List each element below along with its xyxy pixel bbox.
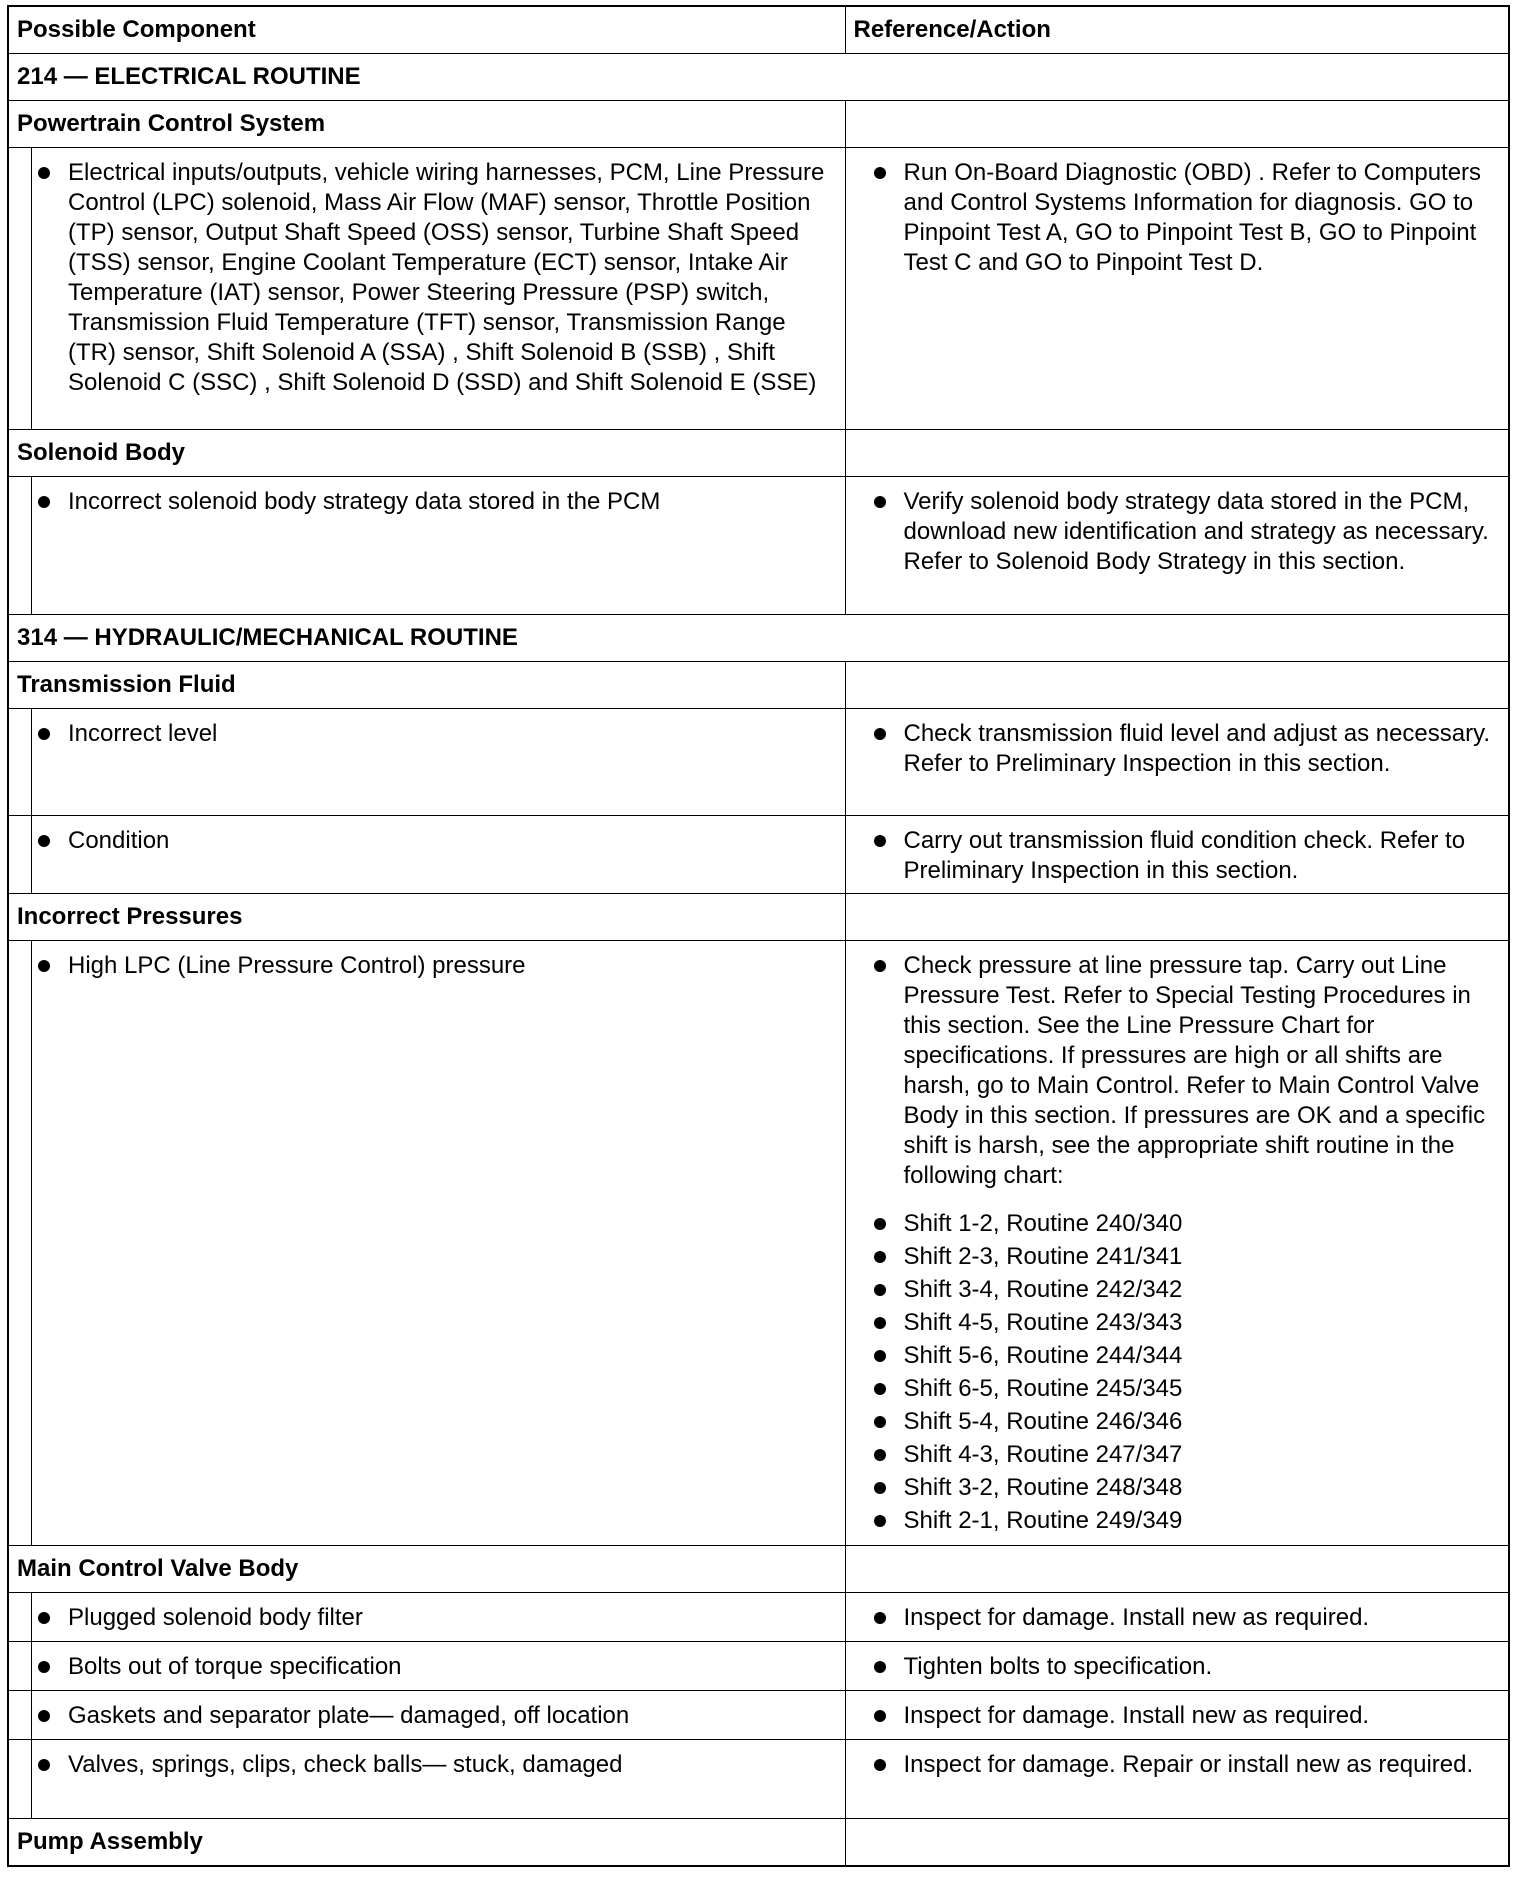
fluid-level-action-cell (845, 709, 1509, 816)
routine-214-row (8, 54, 1509, 101)
solenoid-label-empty (845, 430, 1509, 477)
main-control-row-4 (8, 1740, 1509, 1819)
list-item: Inspect for damage. Install new as required. (846, 1593, 1509, 1633)
pressures-label: Incorrect Pressures (8, 894, 845, 941)
shift-item: Shift 3-2, Routine 248/348 (846, 1471, 1509, 1504)
main-control-row-2 (8, 1642, 1509, 1691)
shift-item: Shift 3-4, Routine 242/342 (846, 1273, 1509, 1306)
routine-314-title: 314 — HYDRAULIC/MECHANICAL ROUTINE (8, 615, 1509, 662)
shift-item: Shift 2-1, Routine 249/349 (846, 1504, 1509, 1537)
fluid-label: Transmission Fluid (8, 662, 845, 709)
header-possible-component: Possible Component (8, 6, 845, 54)
powertrain-label: Powertrain Control System (8, 101, 845, 148)
solenoid-label: Solenoid Body (8, 430, 845, 477)
shift-item: Shift 5-4, Routine 246/346 (846, 1405, 1509, 1438)
list-item: Check pressure at line pressure tap. Carry out Line Pressure Test. Refer to Special Testing Procedures in this section. See the Line Pressure Chart for specifications. If pressures are high or all shifts are harsh, go to Main Control. Refer to Main Control Valve Body in this section. If pressures are OK and a specific shift is harsh, see the appropriate shift routine in the following chart: (846, 941, 1509, 1191)
fluid-condition-component-cell (8, 816, 845, 894)
main-control-row-1 (8, 1593, 1509, 1642)
main-control-action-cell (845, 1691, 1509, 1740)
fluid-label-row (8, 662, 1509, 709)
main-control-label-empty (845, 1546, 1509, 1593)
solenoid-action-cell (845, 477, 1509, 615)
shift-item: Shift 1-2, Routine 240/340 (846, 1207, 1509, 1240)
main-control-label-row (8, 1546, 1509, 1593)
main-control-action-cell (845, 1740, 1509, 1819)
powertrain-component-cell (8, 148, 845, 430)
main-control-action-cell (845, 1593, 1509, 1642)
powertrain-detail-row (8, 148, 1509, 430)
pressures-detail-row (8, 941, 1509, 1546)
shift-item: Shift 5-6, Routine 244/344 (846, 1339, 1509, 1372)
shift-routine-list (846, 1207, 1509, 1537)
main-control-row-3 (8, 1691, 1509, 1740)
fluid-condition-action-cell (845, 816, 1509, 894)
list-item: Inspect for damage. Install new as required. (846, 1691, 1509, 1731)
diagnostic-table (7, 5, 1510, 1867)
main-control-component-cell (8, 1642, 845, 1691)
list-item: Plugged solenoid body filter (10, 1593, 845, 1633)
shift-item: Shift 4-5, Routine 243/343 (846, 1306, 1509, 1339)
list-item: Valves, springs, clips, check balls— stuck, damaged (10, 1740, 845, 1780)
main-control-component-cell (8, 1593, 845, 1642)
list-item: High LPC (Line Pressure Control) pressure (10, 941, 845, 981)
list-item: Gaskets and separator plate— damaged, off location (10, 1691, 845, 1731)
solenoid-detail-row (8, 477, 1509, 615)
pump-label-row (8, 1819, 1509, 1867)
main-control-component-cell (8, 1740, 845, 1819)
list-item: Verify solenoid body strategy data stored in the PCM, download new identification and strategy as necessary. Refer to Solenoid Body Strategy in this section. (846, 477, 1509, 577)
list-item: Check transmission fluid level and adjust as necessary. Refer to Preliminary Inspection in this section. (846, 709, 1509, 779)
powertrain-action-cell (845, 148, 1509, 430)
shift-item: Shift 6-5, Routine 245/345 (846, 1372, 1509, 1405)
list-item: Electrical inputs/outputs, vehicle wiring harnesses, PCM, Line Pressure Control (LPC) solenoid, Mass Air Flow (MAF) sensor, Throttle Position (TP) sensor, Output Shaft Speed (OSS) sensor, Turbine Shaft Speed (TSS) sensor, Engine Coolant Temperature (ECT) sensor, Intake Air Temperature (IAT) sensor, Power Steering Pressure (PSP) switch, Transmission Fluid Temperature (TFT) sensor, Transmission Range (TR) sensor, Shift Solenoid A (SSA) , Shift Solenoid B (SSB) , Shift Solenoid C (SSC) , Shift Solenoid D (SSD) and Shift Solenoid E (SSE) (10, 148, 845, 398)
pressures-action-cell (845, 941, 1509, 1546)
main-control-action-cell (845, 1642, 1509, 1691)
powertrain-label-row (8, 101, 1509, 148)
fluid-condition-row (8, 816, 1509, 894)
list-item: Condition (10, 816, 845, 856)
list-item: Tighten bolts to specification. (846, 1642, 1509, 1682)
solenoid-component-cell (8, 477, 845, 615)
list-item: Bolts out of torque specification (10, 1642, 845, 1682)
pressures-label-empty (845, 894, 1509, 941)
pump-label-empty (845, 1819, 1509, 1867)
table-header-row (8, 6, 1509, 54)
shift-item: Shift 2-3, Routine 241/341 (846, 1240, 1509, 1273)
routine-314-row (8, 615, 1509, 662)
routine-214-title: 214 — ELECTRICAL ROUTINE (8, 54, 1509, 101)
list-item: Run On-Board Diagnostic (OBD) . Refer to Computers and Control Systems Information for diagnosis. GO to Pinpoint Test A, GO to Pinpoint Test B, GO to Pinpoint Test C and GO to Pinpoint Test D. (846, 148, 1509, 278)
fluid-label-empty (845, 662, 1509, 709)
main-control-label: Main Control Valve Body (8, 1546, 845, 1593)
pressures-label-row (8, 894, 1509, 941)
fluid-level-component-cell (8, 709, 845, 816)
pump-label: Pump Assembly (8, 1819, 845, 1867)
list-item: Carry out transmission fluid condition check. Refer to Preliminary Inspection in this section. (846, 816, 1509, 886)
main-control-component-cell (8, 1691, 845, 1740)
pressures-component-cell (8, 941, 845, 1546)
shift-item: Shift 4-3, Routine 247/347 (846, 1438, 1509, 1471)
header-reference-action: Reference/Action (845, 6, 1509, 54)
powertrain-label-empty (845, 101, 1509, 148)
list-item: Inspect for damage. Repair or install new as required. (846, 1740, 1509, 1780)
fluid-level-row (8, 709, 1509, 816)
list-item: Incorrect solenoid body strategy data stored in the PCM (10, 477, 845, 517)
solenoid-label-row (8, 430, 1509, 477)
list-item: Incorrect level (10, 709, 845, 749)
